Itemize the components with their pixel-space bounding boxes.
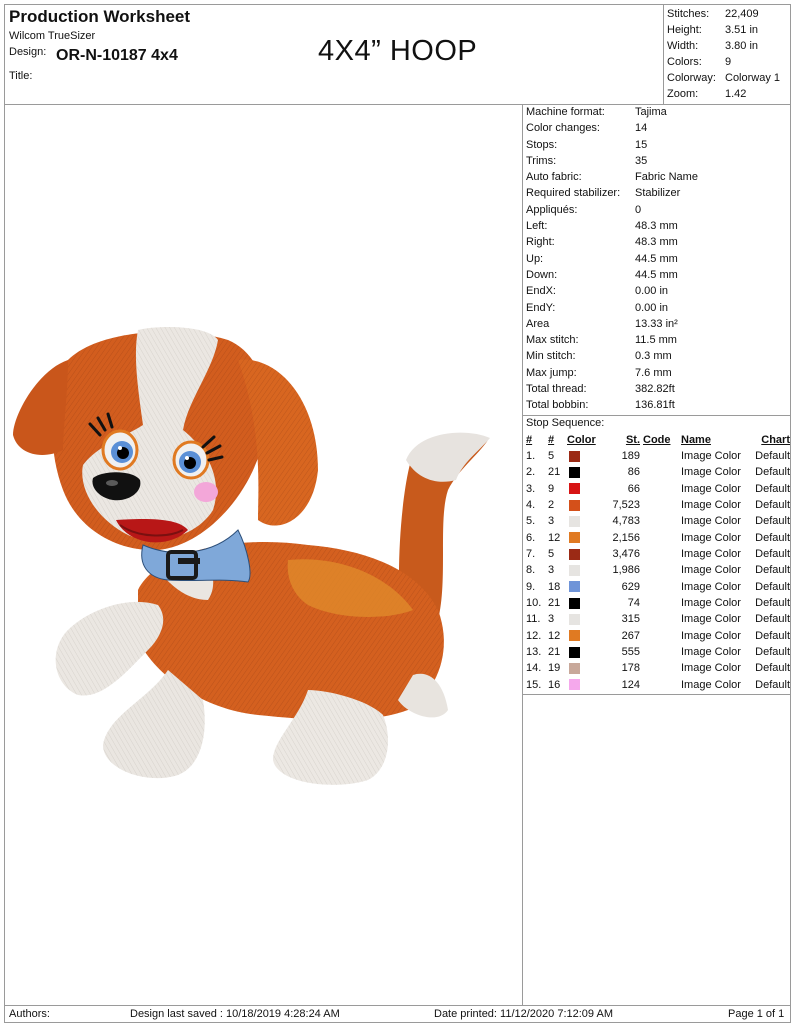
stop-stitches: 2,156 (612, 531, 640, 544)
puppy-embroidery-icon (8, 320, 518, 800)
stop-color-number: 16 (548, 678, 561, 691)
stat-label: Zoom: (667, 88, 699, 100)
header-n: # (526, 434, 533, 446)
stop-color-number: 2 (548, 499, 555, 512)
stop-color-number: 19 (548, 662, 561, 675)
machine-info-value: 44.5 mm (635, 268, 678, 281)
title-label: Title: (9, 70, 33, 82)
machine-info-value: 48.3 mm (635, 220, 678, 233)
stop-name: Image Color (681, 662, 741, 675)
machine-info-value: 0.3 mm (635, 350, 672, 363)
stops-divider (522, 694, 791, 695)
color-swatch (569, 679, 580, 690)
stop-color-number: 21 (548, 466, 561, 479)
color-swatch (569, 663, 580, 674)
stop-index: 2. (526, 466, 536, 479)
stop-color-cell (567, 530, 605, 546)
table-row (526, 660, 790, 676)
stop-stitches: 315 (621, 613, 640, 626)
color-swatch (569, 500, 580, 511)
stop-index: 15. (526, 678, 542, 691)
machine-info-value: Tajima (635, 106, 667, 118)
stop-index: 12. (526, 629, 542, 642)
stop-chart: Default (755, 597, 790, 610)
machine-info-label: Left: (526, 220, 548, 233)
stat-row (664, 38, 790, 54)
machine-info-label: Min stitch: (526, 350, 576, 363)
machine-info-value: 11.5 mm (635, 334, 677, 347)
machine-info-row (523, 218, 790, 234)
stop-stitches: 4,783 (612, 515, 640, 528)
machine-info-row (523, 120, 790, 136)
stop-color-number: 21 (548, 597, 561, 610)
stop-code (643, 481, 681, 497)
color-swatch (569, 647, 580, 658)
design-label: Design: (9, 46, 47, 58)
machine-info-value: 0.00 in (635, 285, 669, 298)
stop-table-header (526, 432, 790, 448)
machine-info-row (523, 104, 790, 120)
stat-label: Colors: (667, 56, 702, 68)
stop-code (643, 628, 681, 644)
stat-row (664, 22, 790, 38)
table-row (526, 464, 790, 480)
machine-info-value: 7.6 mm (635, 366, 672, 379)
stop-name: Image Color (681, 531, 741, 544)
machine-info-label: EndX: (526, 285, 556, 298)
table-row (526, 513, 790, 529)
stop-index: 10. (526, 597, 542, 610)
machine-info-label: Appliqués: (526, 203, 578, 216)
stop-stitches: 629 (621, 580, 640, 593)
stop-stitches: 124 (621, 678, 640, 691)
stop-name: Image Color (681, 466, 741, 479)
machine-info-label: Area (526, 317, 550, 330)
machine-info-label: Required stabilizer: (526, 187, 621, 200)
footer-saved: Design last saved : 10/18/2019 4:28:24 AM (130, 1008, 340, 1020)
stop-color-number: 18 (548, 580, 561, 593)
stop-chart: Default (755, 548, 790, 561)
table-row (526, 595, 790, 611)
machine-info-value: 44.5 mm (635, 252, 678, 265)
color-swatch (569, 516, 580, 527)
color-swatch (569, 451, 580, 462)
stop-index: 4. (526, 499, 536, 512)
color-swatch (569, 467, 580, 478)
stop-stitches: 1,986 (612, 564, 640, 577)
machine-info-value: 0 (635, 203, 642, 216)
stat-row (664, 86, 790, 102)
machine-info-row (523, 365, 790, 381)
machine-info-label: Right: (526, 236, 555, 249)
machine-info-row (523, 202, 790, 218)
machine-info-label: Trims: (526, 154, 557, 167)
stat-value: 3.80 in (725, 40, 759, 52)
stop-name: Image Color (681, 629, 741, 642)
stop-color-cell (567, 562, 605, 578)
stop-code (643, 513, 681, 529)
table-row (526, 481, 790, 497)
stop-chart: Default (755, 646, 790, 659)
stop-color-number: 3 (548, 613, 555, 626)
machine-info-row (523, 267, 790, 283)
stop-color-cell (567, 513, 605, 529)
stop-color-cell (567, 579, 605, 595)
stop-stitches: 555 (621, 646, 640, 659)
table-row (526, 628, 790, 644)
stop-color-cell (567, 628, 605, 644)
machine-info-row (523, 332, 790, 348)
stop-stitches: 189 (621, 450, 640, 462)
machine-info-row (523, 316, 790, 332)
stat-value: 9 (725, 56, 732, 68)
stop-stitches: 66 (627, 482, 640, 495)
machine-info-value: 35 (635, 154, 648, 167)
machine-info-value: Stabilizer (635, 187, 681, 200)
machine-info-row (523, 381, 790, 397)
machine-info-row (523, 348, 790, 364)
stop-color-number: 3 (548, 515, 555, 528)
stop-chart: Default (755, 613, 790, 626)
stop-index: 14. (526, 662, 542, 675)
stop-name: Image Color (681, 515, 741, 528)
machine-info-row (523, 137, 790, 153)
stop-color-cell (567, 497, 605, 513)
worksheet-title: Production Worksheet (9, 7, 191, 26)
stop-color-number: 5 (548, 548, 555, 561)
machine-info-label: Down: (526, 268, 558, 281)
stop-code (643, 579, 681, 595)
stat-label: Stitches: (667, 8, 710, 20)
stat-label: Height: (667, 24, 702, 36)
stop-code (643, 660, 681, 676)
stats-list (664, 6, 790, 102)
machine-info-label: Total bobbin: (526, 399, 589, 412)
stop-index: 7. (526, 548, 536, 561)
stop-color-cell (567, 546, 605, 562)
stat-row (664, 54, 790, 70)
table-row (526, 611, 790, 627)
stop-code (643, 448, 681, 464)
color-swatch (569, 598, 580, 609)
machine-info-value: 15 (635, 138, 648, 151)
stop-color-cell (567, 595, 605, 611)
table-row (526, 530, 790, 546)
table-row (526, 497, 790, 513)
stop-name: Image Color (681, 548, 741, 561)
stop-index: 3. (526, 482, 536, 495)
design-name: OR-N-10187 4x4 (56, 47, 178, 64)
machine-info-row (523, 397, 790, 413)
stat-row (664, 70, 790, 86)
stat-value: 3.51 in (725, 24, 759, 36)
machine-info-row (523, 185, 790, 201)
stop-sequence-table (526, 432, 790, 693)
table-row (526, 448, 790, 464)
stop-index: 11. (526, 613, 541, 626)
stop-index: 13. (526, 646, 542, 659)
color-swatch (569, 483, 580, 494)
machine-info-value: 13.33 in² (635, 317, 678, 330)
stop-color-cell (567, 481, 605, 497)
stop-color-cell (567, 464, 605, 480)
stop-name: Image Color (681, 646, 741, 659)
table-row (526, 579, 790, 595)
stop-color-number: 3 (548, 564, 555, 577)
stop-chart: Default (755, 466, 790, 479)
stop-chart: Default (755, 564, 790, 577)
color-swatch (569, 630, 580, 641)
stop-color-number: 5 (548, 450, 555, 462)
machine-info-row (523, 283, 790, 299)
stop-name: Image Color (681, 499, 741, 512)
design-preview (8, 320, 518, 800)
stop-name: Image Color (681, 564, 741, 577)
color-swatch (569, 614, 580, 625)
hoop-size: 4X4” HOOP (318, 35, 478, 67)
stop-color-cell (567, 644, 605, 660)
stop-code (643, 562, 681, 578)
machine-info-label: Auto fabric: (526, 171, 582, 184)
machine-info-label: Max stitch: (526, 334, 579, 347)
machine-info-row (523, 251, 790, 267)
stop-index: 6. (526, 531, 536, 544)
stop-sequence-title: Stop Sequence: (526, 417, 605, 429)
table-row (526, 677, 790, 693)
machine-info-label: Total thread: (526, 383, 587, 396)
header-name: Name (681, 434, 711, 446)
stop-color-number: 12 (548, 629, 561, 642)
stop-code (643, 530, 681, 546)
footer-authors: Authors: (9, 1008, 50, 1020)
stop-name: Image Color (681, 450, 741, 462)
machine-info-label: Max jump: (526, 366, 577, 379)
stop-index: 1. (526, 450, 536, 462)
stop-chart: Default (755, 629, 790, 642)
machine-info-label: Up: (526, 252, 544, 265)
stat-value: 22,409 (725, 8, 759, 20)
machine-info-row (523, 169, 790, 185)
stop-code (643, 611, 681, 627)
stop-color-cell (567, 611, 605, 627)
stat-value: 1.42 (725, 88, 747, 100)
stop-index: 9. (526, 580, 536, 593)
machine-info-label: Color changes: (526, 122, 600, 135)
header-code: Code (643, 434, 671, 446)
table-row (526, 644, 790, 660)
stop-code (643, 595, 681, 611)
header-stitches: St. (625, 434, 640, 446)
stop-chart: Default (755, 499, 790, 512)
machine-info-label: Stops: (526, 138, 558, 151)
stop-color-number: 12 (548, 531, 561, 544)
stop-chart: Default (755, 482, 790, 495)
stop-code (643, 546, 681, 562)
stop-stitches: 74 (627, 597, 640, 610)
stop-chart: Default (755, 450, 790, 462)
stop-code (643, 677, 681, 693)
machine-info-value: 14 (635, 122, 648, 135)
header-num: # (548, 434, 555, 446)
stat-label: Colorway: (667, 72, 716, 84)
footer-printed: Date printed: 11/12/2020 7:12:09 AM (434, 1008, 613, 1020)
stop-code (643, 497, 681, 513)
stop-stitches: 86 (627, 466, 640, 479)
stat-label: Width: (667, 40, 699, 52)
machine-info-value: 0.00 in (635, 301, 669, 314)
machine-info-row (523, 300, 790, 316)
stop-name: Image Color (681, 597, 741, 610)
stop-color-cell (567, 448, 605, 464)
stop-color-number: 9 (548, 482, 555, 495)
machine-info-value: 382.82ft (635, 383, 675, 396)
footer-frame (4, 1005, 791, 1023)
machine-info-value: 48.3 mm (635, 236, 678, 249)
machine-divider (522, 415, 791, 416)
color-swatch (569, 549, 580, 560)
stop-code (643, 464, 681, 480)
header-chart: Chart (761, 434, 790, 446)
color-swatch (569, 532, 580, 543)
stop-color-cell (567, 677, 605, 693)
stop-stitches: 7,523 (612, 499, 640, 512)
machine-info (523, 104, 790, 414)
stat-value: Colorway 1 (725, 72, 781, 84)
stop-stitches: 3,476 (612, 548, 640, 561)
color-swatch (569, 565, 580, 576)
stop-stitches: 178 (621, 662, 640, 675)
stop-chart: Default (755, 531, 790, 544)
machine-info-row (523, 153, 790, 169)
stop-color-number: 21 (548, 646, 561, 659)
software-name: Wilcom TrueSizer (9, 30, 96, 42)
stop-code (643, 644, 681, 660)
stop-name: Image Color (681, 482, 741, 495)
stop-chart: Default (755, 678, 790, 691)
table-row (526, 546, 790, 562)
color-swatch (569, 581, 580, 592)
machine-info-value: 136.81ft (635, 399, 675, 412)
stop-sequence-table-wrap (526, 432, 790, 693)
machine-info-label: EndY: (526, 301, 556, 314)
stop-name: Image Color (681, 613, 741, 626)
stop-chart: Default (755, 580, 790, 593)
stop-chart: Default (755, 515, 790, 528)
table-row (526, 562, 790, 578)
stat-row (664, 6, 790, 22)
machine-info-value: Fabric Name (635, 171, 698, 184)
stop-chart: Default (755, 662, 790, 675)
stop-index: 5. (526, 515, 536, 528)
stop-name: Image Color (681, 580, 741, 593)
stop-name: Image Color (681, 678, 741, 691)
machine-info-label: Machine format: (526, 106, 605, 118)
stop-stitches: 267 (621, 629, 640, 642)
header-color: Color (567, 434, 596, 446)
footer-page: Page 1 of 1 (728, 1008, 785, 1020)
machine-info-row (523, 234, 790, 250)
stop-index: 8. (526, 564, 536, 577)
stop-color-cell (567, 660, 605, 676)
